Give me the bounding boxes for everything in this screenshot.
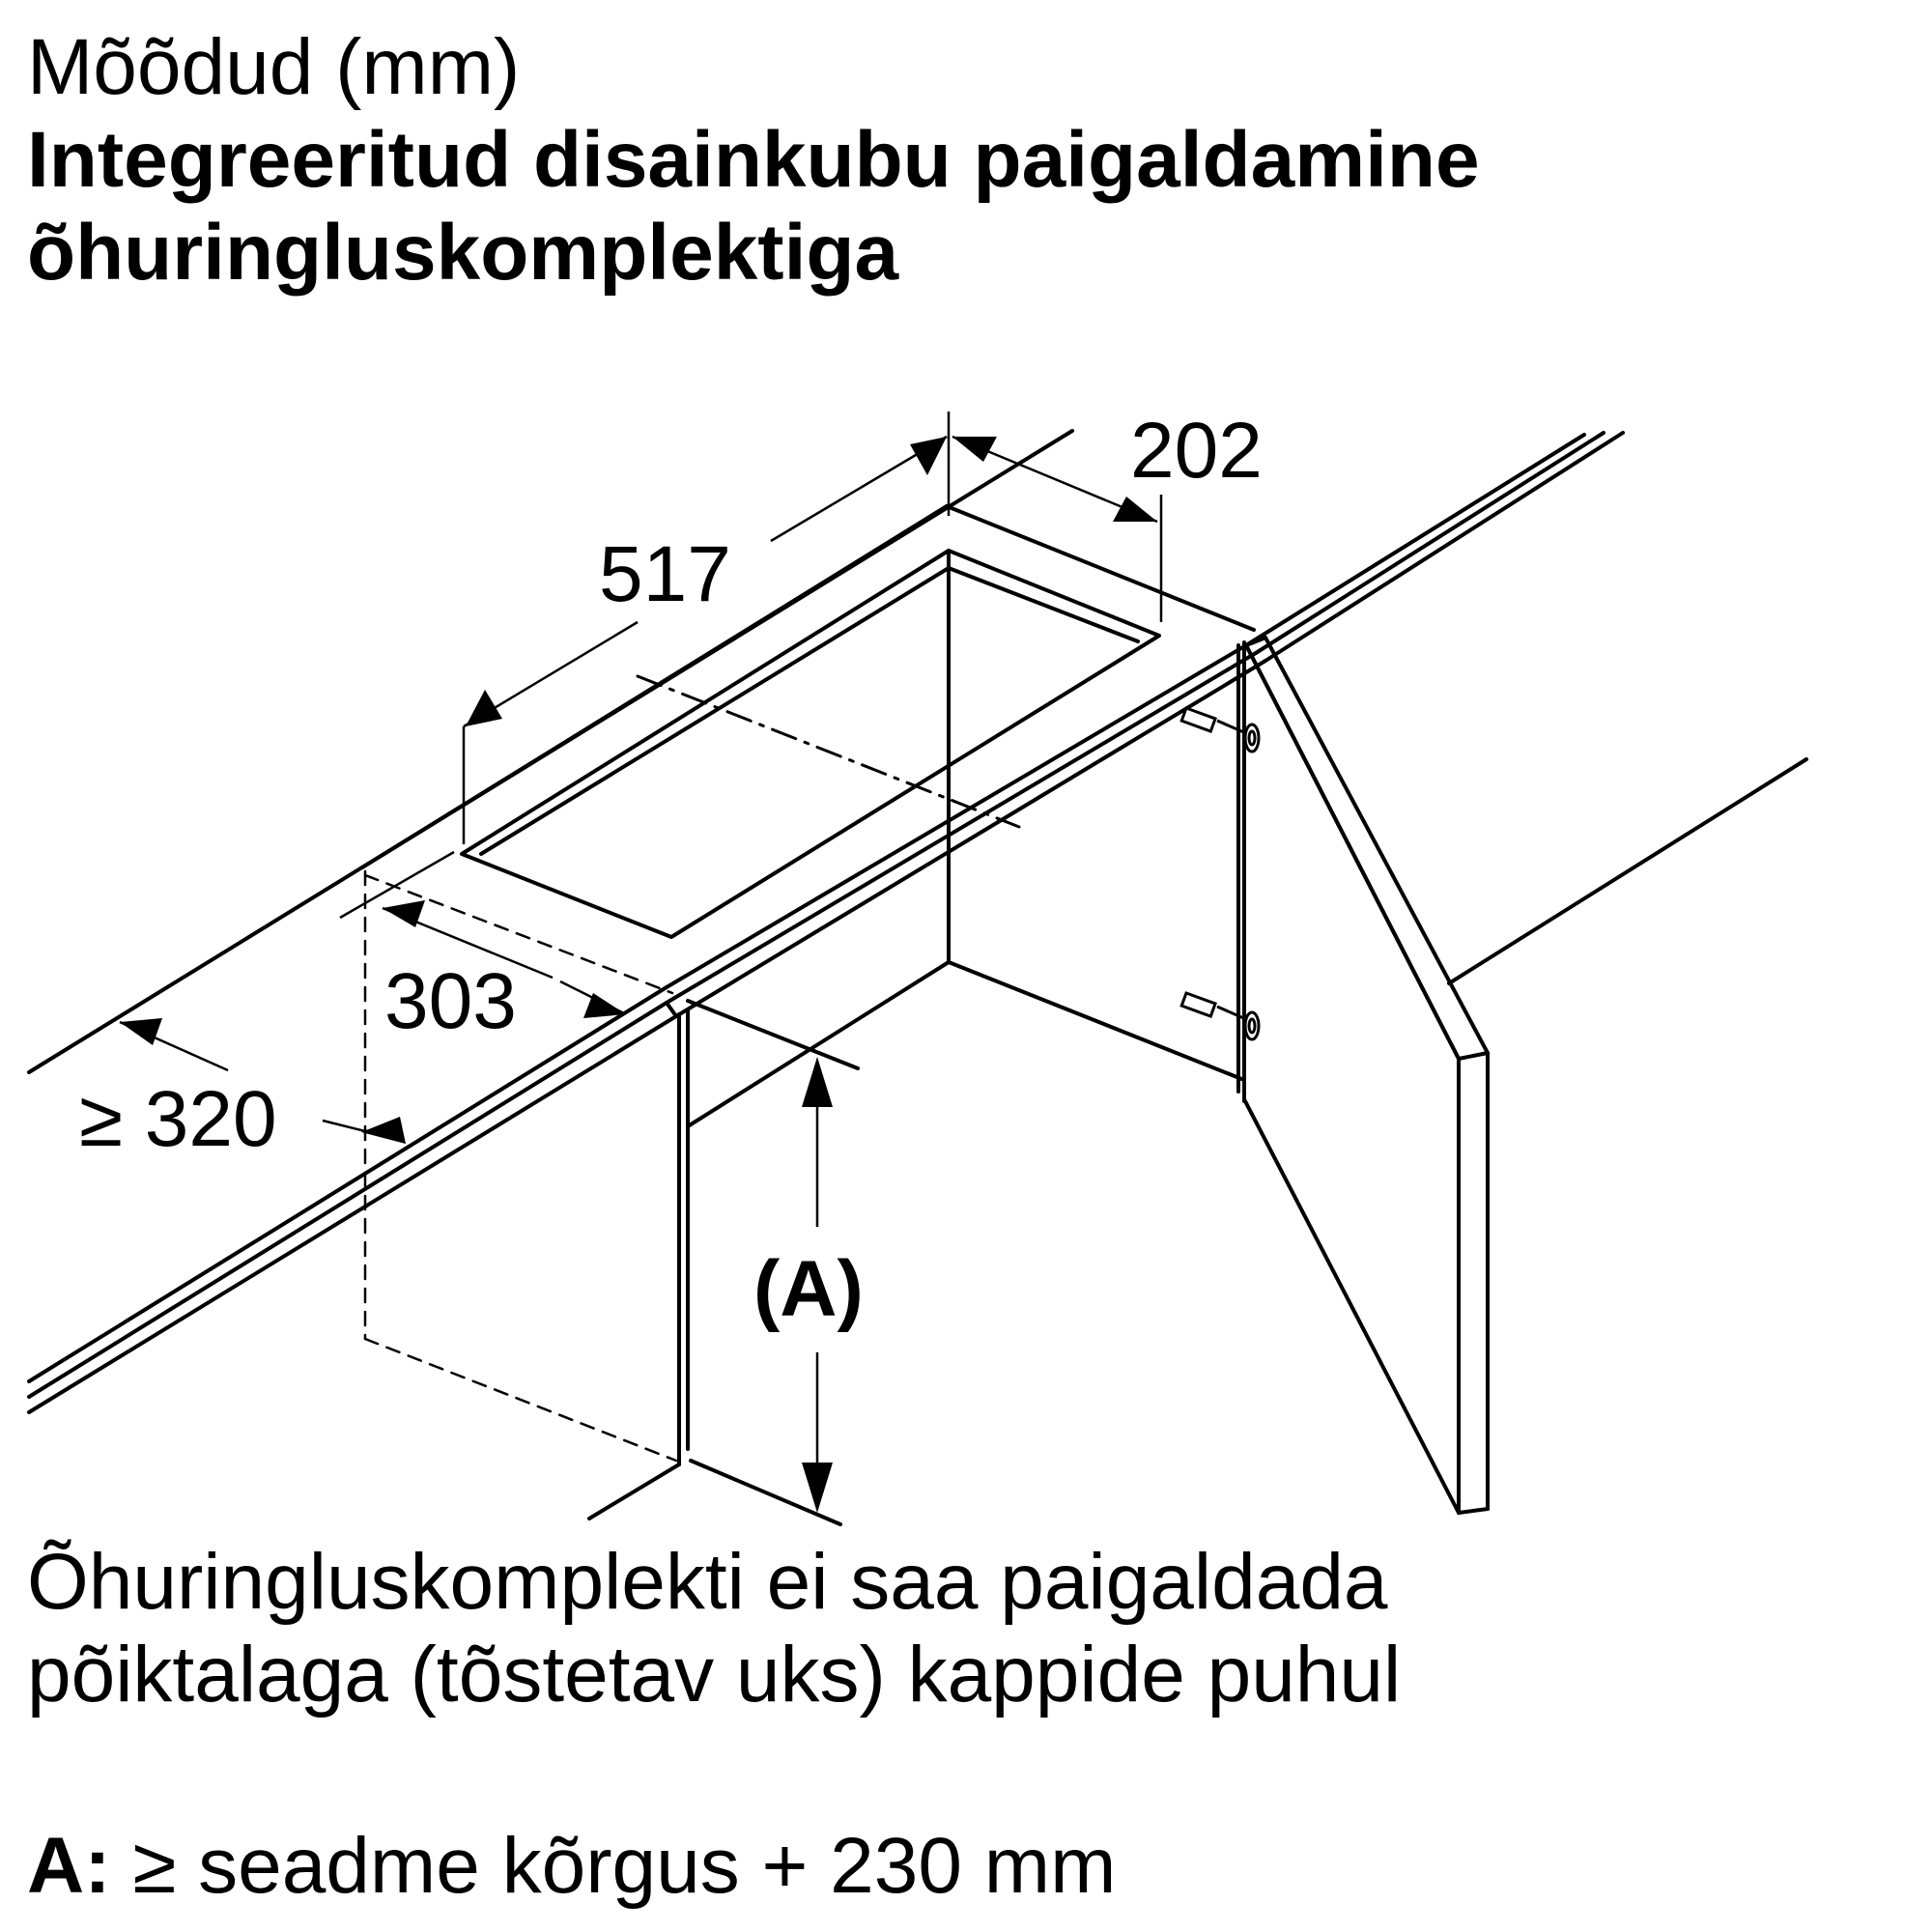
dim-label-320: ≥ 320 [79,1075,277,1163]
legend-key: A: [27,1822,111,1910]
legend-a [27,1820,1116,1913]
cabinet-interior [688,551,1244,1126]
wall-line-right [1449,759,1806,983]
top-rail [667,645,1265,1016]
legend-text: ≥ seadme kõrgus + 230 mm [110,1822,1117,1910]
door-hinges [1181,708,1259,1039]
dim-label-517: 517 [599,530,731,618]
title-line-1: Integreeritud disainkubu paigaldamine [27,116,1480,204]
cabinet-door [1244,638,1488,1513]
dim-label-a: (A) [753,1245,864,1333]
hinge-top [1181,708,1259,752]
units-heading: Mõõdud (mm) [27,23,521,111]
dim-label-202: 202 [1130,407,1263,495]
dimension-517 [464,437,947,844]
hinge-bottom [1181,993,1259,1039]
center-line [638,676,1019,827]
title-line-2: õhuringluskomplektiga [27,209,899,297]
note-line-2: põiktalaga (tõstetav uks) kappide puhul [27,1631,1402,1719]
note-line-1: Õhuringluskomplekti ei saa paigaldada [27,1538,1388,1626]
dim-label-303: 303 [384,957,517,1045]
